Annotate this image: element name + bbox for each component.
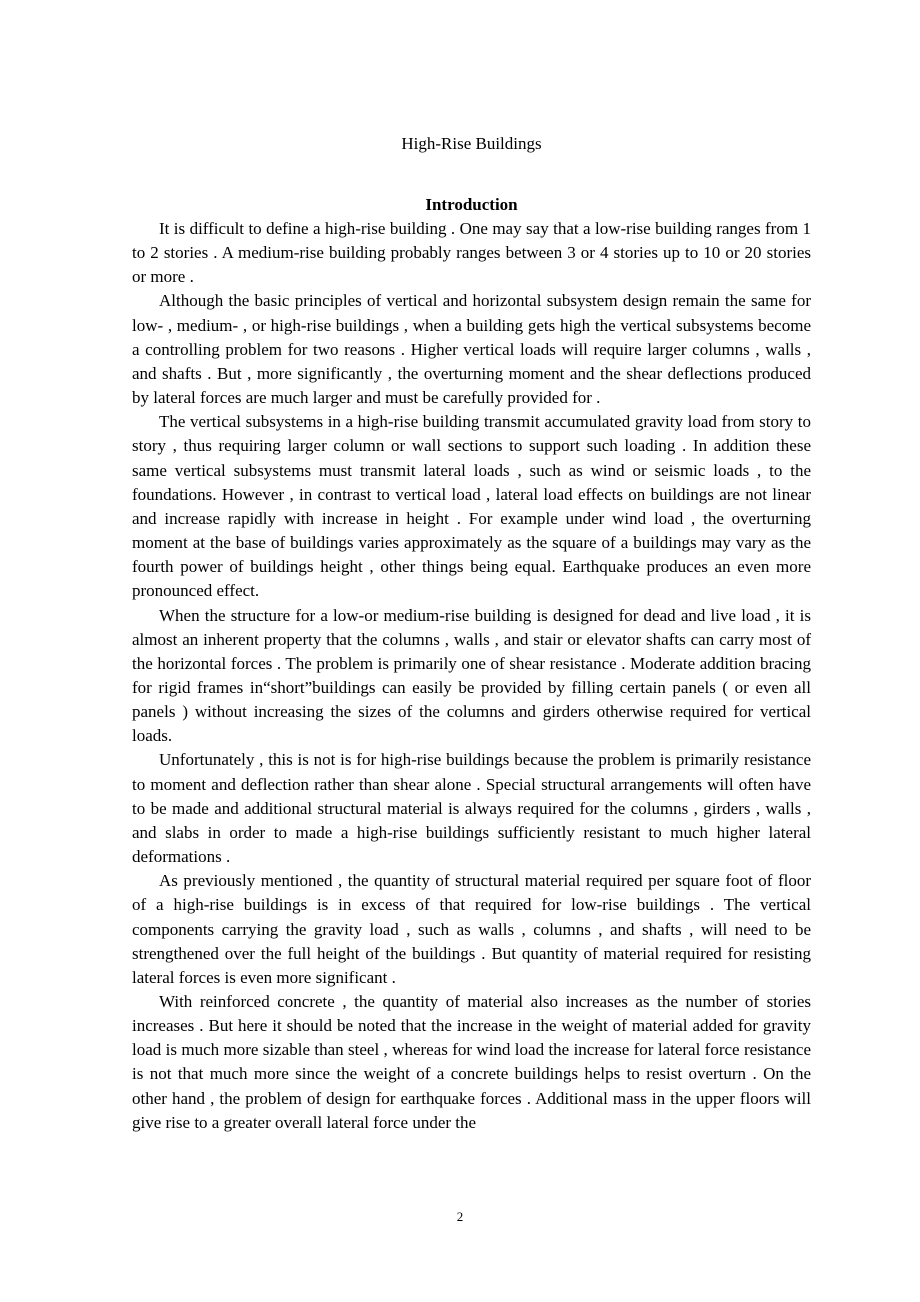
paragraph: The vertical subsystems in a high-rise building transmit accumulated gravity load from story to story , thus requiring larger column or wall sections to support such loading . In addition these same vertical subsystems must transmit lateral loads , such as wind or seismic loads , to the foundations. However , in contrast to vertical load , lateral load effects on buildings are not linear and increase rapidly with increase in height . For example under wind load , the overturning moment at the base of buildings varies approximately as the square of a buildings may vary as the fourth power of buildings height , other things being equal. Earthquake produces an even more pronounced effect. bbox=[132, 412, 811, 601]
paragraph: When the structure for a low-or medium-rise building is designed for dead and live load , it is almost an inherent property that the columns , walls , and stair or elevator shafts can carry most of the horizontal forces . The problem is primarily one of shear resistance . Moderate addition bracing for rigid frames in“short”buildings can easily be provided by filling certain panels ( or even all panels ) without increasing the sizes of the columns and girders otherwise required for vertical loads. bbox=[132, 605, 811, 746]
paragraph: With reinforced concrete , the quantity of material also increases as the number of stories increases . But here it should be noted that the increase in the weight of material added for gravity load is much more sizable than steel , whereas for wind load the increase for lateral force resistance is not that much more since the weight of a concrete buildings helps to resist overturn . On the other hand , the problem of design for earthquake forces . Additional mass in the upper floors will give rise to a greater overall lateral force under the bbox=[132, 992, 811, 1132]
section-heading: Introduction bbox=[425, 195, 518, 214]
document-title: High-Rise Buildings bbox=[401, 134, 542, 153]
page-number: 2 bbox=[456, 1209, 464, 1224]
document-body bbox=[132, 217, 811, 1135]
paragraph: It is difficult to define a high-rise building . One may say that a low-rise building ranges from 1 to 2 stories . A medium-rise building probably ranges between 3 or 4 stories up to 10 or 20 stories or more . bbox=[132, 219, 811, 287]
paragraph: As previously mentioned , the quantity of structural material required per square foot of floor of a high-rise buildings is in excess of that required for low-rise buildings . The vertical components carrying the gravity load , such as walls , columns , and shafts , will need to be strengthened over the full height of the buildings . But quantity of material required for resisting lateral forces is even more significant . bbox=[132, 871, 811, 987]
paragraph: Although the basic principles of vertical and horizontal subsystem design remain the same for low- , medium- , or high-rise buildings , when a building gets high the vertical subsystems become a controlling problem for two reasons . Higher vertical loads will require larger columns , walls , and shafts . But , more significantly , the overturning moment and the shear deflections produced by lateral forces are much larger and must be carefully provided for . bbox=[132, 291, 811, 408]
paragraph: Unfortunately , this is not is for high-rise buildings because the problem is primarily resistance to moment and deflection rather than shear alone . Special structural arrangements will often have to be made and additional structural material is always required for the columns , girders , walls , and slabs in order to made a high-rise buildings sufficiently resistant to much higher lateral deformations . bbox=[132, 750, 811, 867]
